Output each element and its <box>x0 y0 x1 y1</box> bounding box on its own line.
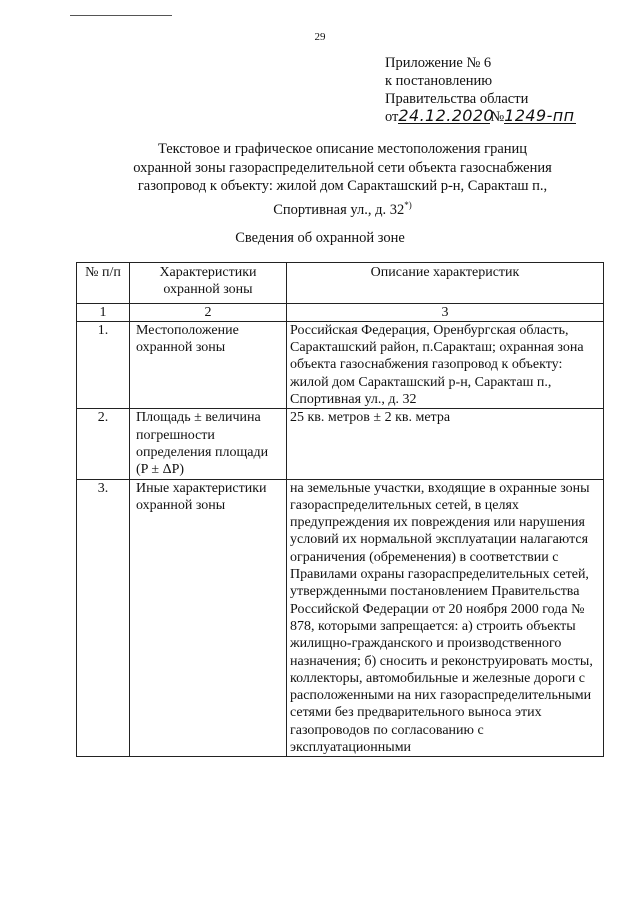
handwritten-date: 24.12.2020 <box>398 106 495 125</box>
row-number: 1. <box>77 321 130 408</box>
appendix-line-2: к постановлению <box>385 73 493 89</box>
row-characteristic: Местоположение охранной зоны <box>130 321 287 408</box>
row-characteristic: Иные характеристики охранной зоны <box>130 479 287 757</box>
header-description: Описание характеристик <box>287 263 604 304</box>
title-line-4: Спортивная ул., д. 32 <box>273 201 405 218</box>
footnote-mark: *) <box>404 199 412 210</box>
page-number: 29 <box>314 31 326 43</box>
table-row <box>77 409 604 479</box>
row-number: 3. <box>77 479 130 757</box>
header-characteristic: Характеристики охранной зоны <box>130 263 287 304</box>
row-characteristic: Площадь ± величина погрешности определения площади (P ± ΔP) <box>130 409 287 479</box>
handwritten-number: 1249-пп <box>504 106 575 125</box>
appendix-title: Приложение № 6 <box>385 55 492 71</box>
number-prefix: № <box>490 109 505 125</box>
zone-table <box>76 262 604 757</box>
table-row <box>77 321 604 408</box>
top-rule <box>70 15 172 16</box>
row-description: Российская Федерация, Оренбургская область, Саракташский район, п.Саракташ; охранная зона объекта газоснабжения газопровод к объекту: жилой дом Саракташский р-н, Саракташ п., Спортивная ул., д. 32 <box>287 321 604 408</box>
title-line-3: газопровод к объекту: жилой дом Саракташский р-н, Саракташ п., <box>137 178 548 194</box>
index-cell-2: 2 <box>130 303 287 321</box>
appendix-block <box>385 54 576 126</box>
date-prefix: от <box>385 109 399 125</box>
header-num: № п/п <box>77 263 130 304</box>
title-line-4-wrap <box>80 196 605 219</box>
table-index-row <box>77 303 604 321</box>
section-title: Сведения об охранной зоне <box>235 230 405 246</box>
index-cell-3: 3 <box>287 303 604 321</box>
row-number: 2. <box>77 409 130 479</box>
table-row <box>77 479 604 757</box>
row-description: 25 кв. метров ± 2 кв. метра <box>287 409 604 479</box>
appendix-line-3: Правительства области <box>385 91 529 107</box>
table-header-row <box>77 263 604 304</box>
appendix-date-line <box>385 108 576 126</box>
title-line-2: охранной зоны газораспределительной сети объекта газоснабжения <box>133 159 552 176</box>
title-line-1: Текстовое и графическое описание местоположения границ <box>157 141 528 157</box>
document-title <box>80 140 605 219</box>
index-cell-1: 1 <box>77 303 130 321</box>
row-description: на земельные участки, входящие в охранные зоны газораспределительных сетей, в целях предупреждения их повреждения или нарушения условий их нормальной эксплуатации налагаются ограничения (обременения) в соответствии с Правилами охраны газораспределительных сетей, утвержденными постановлением Правительства Российской Федерации от 20 ноября 2000 года № 878, которыми запрещается: а) строить объекты жилищно-гражданского и производственного назначения; б) сносить и реконструировать мосты, коллекторы, автомобильные и железные дороги с расположенными на них газораспределительными сетями без предварительного выноса этих газопроводов по согласованию с эксплуатационными <box>287 479 604 757</box>
